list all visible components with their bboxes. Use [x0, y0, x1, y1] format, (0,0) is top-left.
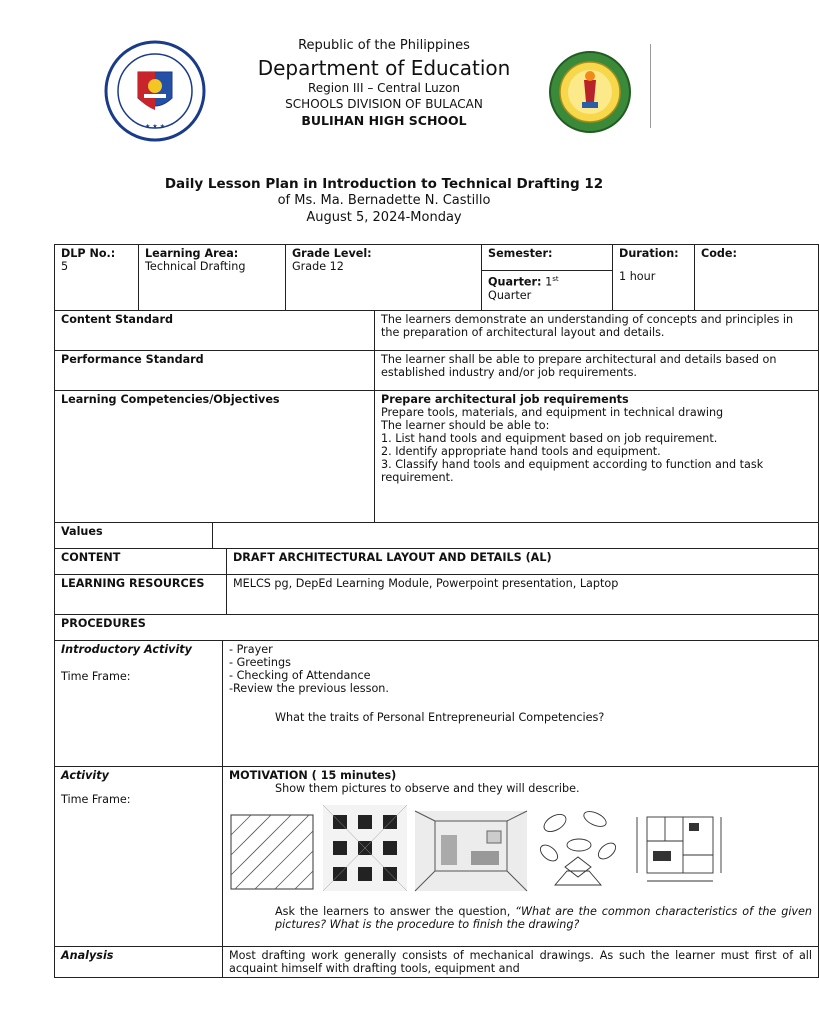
code-label: Code: — [701, 247, 737, 260]
competencies-label: Learning Competencies/Objectives — [55, 391, 375, 523]
intro-timeframe: Time Frame: — [61, 670, 131, 683]
learning-area-value: Technical Drafting — [145, 260, 246, 273]
duration-label: Duration: — [619, 247, 679, 260]
semester-cell: Semester: — [482, 245, 613, 271]
motivation-instruction: Show them pictures to observe and they will describe. — [275, 782, 580, 795]
floor-plan-image — [629, 807, 729, 891]
header-region: Region III – Central Luzon — [308, 81, 460, 95]
competency-title: Prepare architectural job requirements — [381, 393, 629, 406]
procedures-label: PROCEDURES — [55, 615, 819, 641]
competency-line1: Prepare tools, materials, and equipment in technical drawing — [381, 406, 724, 419]
header-division: SCHOOLS DIVISION OF BULACAN — [285, 97, 483, 111]
quarter-cell — [482, 271, 613, 311]
dlp-date: August 5, 2024-Monday — [306, 210, 462, 225]
analysis-text: Most drafting work generally consists of mechanical drawings. As such the learner must first of all acquaint himself with drafting tools, equipment and — [223, 947, 819, 978]
activity-label: Activity — [61, 769, 109, 782]
activity-content-cell — [223, 767, 819, 947]
hatched-square-image — [229, 813, 315, 891]
resources-label: LEARNING RESOURCES — [55, 575, 227, 615]
analysis-label: Analysis — [55, 947, 223, 978]
header-department: Department of Education — [257, 56, 511, 80]
grade-level-cell — [286, 245, 482, 311]
dlp-teacher: of Ms. Ma. Bernadette N. Castillo — [277, 193, 491, 208]
activity-label-cell — [55, 767, 223, 947]
performance-standard-text: The learner shall be able to prepare architectural and details based on established industry and/or job requirements. — [375, 351, 819, 391]
competency-objective-2: 2. Identify appropriate hand tools and equipment. — [381, 445, 661, 458]
dlp-no-value: 5 — [61, 260, 69, 273]
motivation-pictures — [229, 805, 812, 891]
dlp-no-label: DLP No.: — [61, 247, 116, 260]
header-school: BULIHAN HIGH SCHOOL — [301, 113, 467, 128]
lesson-plan-table — [54, 244, 819, 978]
duration-cell — [613, 245, 695, 311]
dlp-title: Daily Lesson Plan in Introduction to Technical Drafting 12 — [164, 176, 604, 192]
activity-ask-question: “What are the common characteristics of the given pictures? What is the procedure to finish the drawing? — [275, 905, 813, 931]
intro-label-cell — [55, 641, 223, 767]
motivation-heading: MOTIVATION ( 15 minutes) — [229, 769, 397, 782]
perspective-grid-image — [323, 805, 407, 891]
quarter-sup: st — [552, 275, 559, 283]
intro-item-greetings: - Greetings — [229, 656, 291, 669]
competency-objective-1: 1. List hand tools and equipment based on job requirement. — [381, 432, 718, 445]
quarter-label: Quarter: — [488, 275, 542, 289]
grade-level-value: Grade 12 — [292, 260, 344, 273]
intro-item-review: -Review the previous lesson. — [229, 682, 389, 695]
quarter-word: Quarter — [488, 288, 532, 302]
duration-value: 1 hour — [619, 270, 656, 283]
activity-timeframe: Time Frame: — [61, 793, 131, 806]
performance-standard-label: Performance Standard — [55, 351, 375, 391]
intro-question: What the traits of Personal Entrepreneurial Competencies? — [275, 711, 605, 724]
content-standard-label: Content Standard — [55, 311, 375, 351]
values-label: Values — [55, 523, 213, 549]
intro-item-attendance: - Checking of Attendance — [229, 669, 371, 682]
dlp-no-cell — [55, 245, 139, 311]
intro-item-prayer: - Prayer — [229, 643, 273, 656]
activity-question — [275, 905, 812, 931]
content-value: DRAFT ARCHITECTURAL LAYOUT AND DETAILS (AL) — [227, 549, 819, 575]
values-value — [213, 523, 819, 549]
learning-area-label: Learning Area: — [145, 247, 239, 260]
competency-line2: The learner should be able to: — [381, 419, 550, 432]
competencies-cell — [375, 391, 819, 523]
intro-label: Introductory Activity — [61, 643, 192, 656]
resources-value: MELCS pg, DepEd Learning Module, Powerpoint presentation, Laptop — [227, 575, 819, 615]
learning-area-cell — [139, 245, 286, 311]
geometric-shapes-image — [535, 805, 621, 891]
intro-content-cell — [223, 641, 819, 767]
code-cell — [695, 245, 819, 311]
competency-objective-3: 3. Classify hand tools and equipment according to function and task requirement. — [381, 458, 764, 484]
activity-ask-prefix: Ask the learners to answer the question, — [275, 905, 516, 918]
grade-level-label: Grade Level: — [292, 247, 372, 260]
quarter-value: 1 — [545, 275, 553, 289]
header-republic: Republic of the Philippines — [298, 38, 470, 53]
room-sketch-image — [415, 811, 527, 891]
content-label: CONTENT — [55, 549, 227, 575]
svg-text:★ ★ ★: ★ ★ ★ — [145, 123, 165, 130]
content-standard-text: The learners demonstrate an understanding of concepts and principles in the preparation of architectural layout and details. — [375, 311, 819, 351]
